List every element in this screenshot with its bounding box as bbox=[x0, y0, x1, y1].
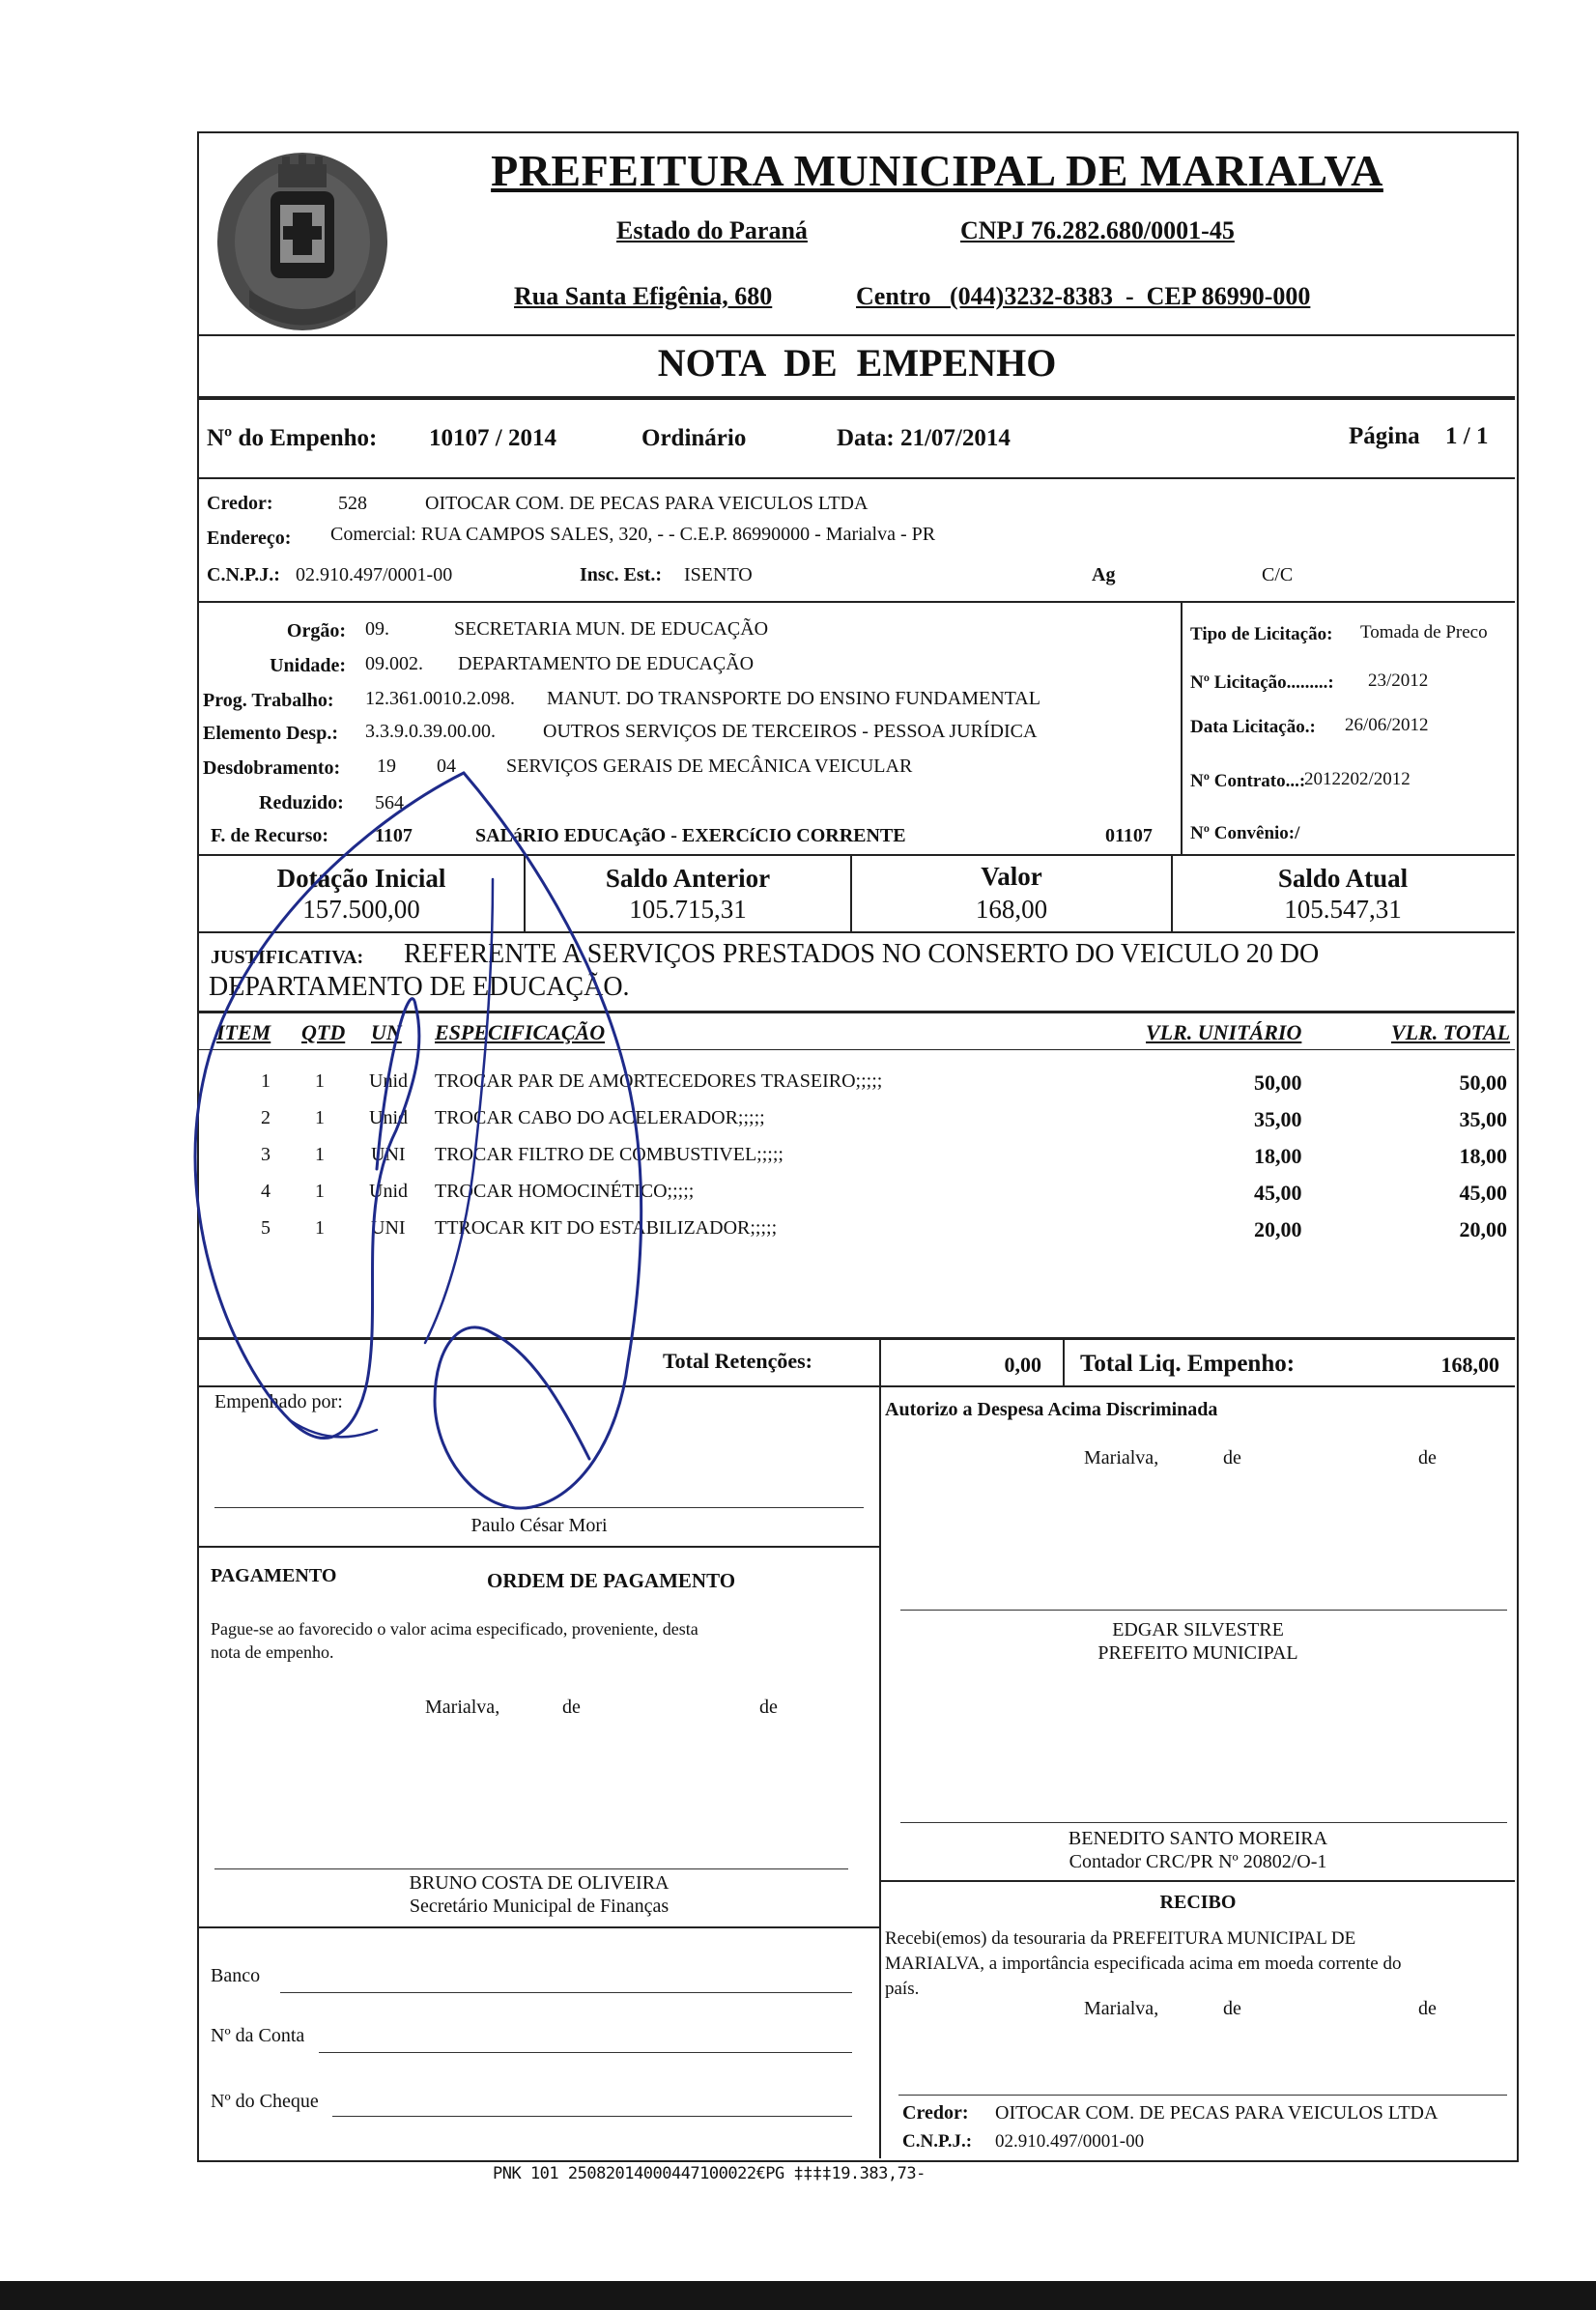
prog-label: Prog. Trabalho: bbox=[203, 690, 334, 711]
col-qtd: QTD bbox=[301, 1020, 346, 1044]
insc-label: Insc. Est.: bbox=[580, 564, 663, 585]
recurso-number: 01107 bbox=[1105, 825, 1153, 846]
item-qtd: 1 bbox=[315, 1070, 325, 1092]
saldo-atual-value: 105.547,31 bbox=[1284, 895, 1402, 924]
footer-code: PNK 101 25082014000447100022€PG ‡‡‡‡19.383,73- bbox=[493, 2164, 926, 2183]
pagamento-text-1: Pague-se ao favorecido o valor acima especificado, proveniente, desta bbox=[211, 1619, 698, 1639]
item-qtd: 1 bbox=[315, 1144, 325, 1165]
contrato-label: Nº Contrato...: bbox=[1190, 771, 1306, 791]
endereco-label: Endereço: bbox=[207, 528, 292, 549]
pagamento-place: Marialva, bbox=[425, 1697, 500, 1718]
dotacao-inicial-label: Dotação Inicial bbox=[276, 864, 446, 893]
org-name: PREFEITURA MUNICIPAL DE MARIALVA bbox=[491, 146, 1383, 195]
item-spec: TTROCAR KIT DO ESTABILIZADOR;;;;; bbox=[435, 1217, 778, 1239]
credor-address: Comercial: RUA CAMPOS SALES, 320, - - C.E.P. 86990000 - Marialva - PR bbox=[330, 524, 936, 545]
tipo-licitacao: Tomada de Preco bbox=[1360, 622, 1488, 642]
pagamento-de2: de bbox=[759, 1697, 778, 1718]
tipo-licitacao-label: Tipo de Licitação: bbox=[1190, 624, 1333, 644]
empenho-number-label: Nº do Empenho: bbox=[207, 425, 378, 451]
empenho-number: 10107 / 2014 bbox=[429, 425, 556, 451]
page-number: 1 / 1 bbox=[1445, 423, 1489, 449]
recibo-line-2: MARIALVA, a importância especificada acima em moeda corrente do bbox=[885, 1954, 1402, 1974]
cnpj-label: C.N.P.J.: bbox=[207, 564, 280, 585]
empenhado-signer: Paulo César Mori bbox=[470, 1515, 608, 1536]
licitacao-number-label: Nº Licitação.........: bbox=[1190, 672, 1334, 693]
saldo-anterior-label: Saldo Anterior bbox=[605, 864, 771, 893]
org-address: Rua Santa Efigênia, 680 bbox=[514, 282, 773, 310]
reduzido-value: 564 bbox=[375, 792, 404, 813]
liquido-label: Total Liq. Empenho: bbox=[1080, 1351, 1296, 1377]
recibo-place: Marialva, bbox=[1084, 1998, 1159, 2019]
elemento-label: Elemento Desp.: bbox=[203, 723, 338, 744]
item-unit-value: 20,00 bbox=[1254, 1217, 1302, 1241]
item-total-value: 45,00 bbox=[1459, 1181, 1507, 1205]
justificativa-label: JUSTIFICATIVA: bbox=[211, 947, 364, 968]
autorizo-signer-name: EDGAR SILVESTRE bbox=[1112, 1619, 1284, 1640]
col-item: ITEM bbox=[216, 1020, 271, 1044]
justificativa-line2: DEPARTAMENTO DE EDUCAÇÃO. bbox=[209, 972, 630, 1002]
recibo-cnpj-label: C.N.P.J.: bbox=[902, 2131, 973, 2152]
cheque-label: Nº do Cheque bbox=[211, 2091, 319, 2112]
handwritten-signature bbox=[174, 763, 715, 1536]
cc-label: C/C bbox=[1262, 564, 1294, 585]
state-label: Estado do Paraná bbox=[616, 216, 808, 244]
col-un: UN bbox=[371, 1020, 402, 1044]
prog-desc: MANUT. DO TRANSPORTE DO ENSINO FUNDAMENTAL bbox=[547, 688, 1040, 709]
recurso-label: F. de Recurso: bbox=[211, 825, 329, 846]
item-number: 4 bbox=[261, 1181, 271, 1202]
contador-role: Contador CRC/PR Nº 20802/O-1 bbox=[1069, 1851, 1327, 1872]
pagamento-signer-name: BRUNO COSTA DE OLIVEIRA bbox=[409, 1872, 670, 1894]
recibo-de2: de bbox=[1418, 1998, 1437, 2019]
item-number: 5 bbox=[261, 1217, 271, 1239]
item-un: Unid bbox=[369, 1070, 408, 1092]
pagamento-signer-role: Secretário Municipal de Finanças bbox=[409, 1896, 670, 1917]
insc-value: ISENTO bbox=[684, 564, 753, 585]
item-spec: TROCAR HOMOCINÉTICO;;;;; bbox=[435, 1181, 695, 1202]
col-total-value: VLR. TOTAL bbox=[1391, 1020, 1511, 1044]
pagamento-label: PAGAMENTO bbox=[211, 1565, 337, 1586]
item-total-value: 35,00 bbox=[1459, 1107, 1507, 1131]
recibo-title: RECIBO bbox=[1159, 1892, 1237, 1913]
empenho-type: Ordinário bbox=[641, 425, 747, 451]
item-number: 1 bbox=[261, 1070, 271, 1092]
valor-value: 168,00 bbox=[975, 895, 1048, 924]
recurso-desc: SALáRIO EDUCAçãO - EXERCíCIO CORRENTE bbox=[475, 825, 906, 846]
unidade-label: Unidade: bbox=[270, 655, 346, 676]
contador-name: BENEDITO SANTO MOREIRA bbox=[1068, 1828, 1328, 1849]
licitacao-date: 26/06/2012 bbox=[1345, 715, 1429, 735]
desdobramento-code: 19 bbox=[377, 756, 396, 777]
org-cnpj: CNPJ 76.282.680/0001-45 bbox=[960, 216, 1235, 244]
recibo-line-3: país. bbox=[885, 1979, 920, 1999]
liquido-value: 168,00 bbox=[1440, 1353, 1499, 1377]
unidade-code: 09.002. bbox=[365, 653, 423, 674]
item-qtd: 1 bbox=[315, 1217, 325, 1239]
pagamento-de1: de bbox=[562, 1697, 581, 1718]
reduzido-label: Reduzido: bbox=[259, 792, 344, 813]
licitacao-number: 23/2012 bbox=[1368, 670, 1429, 691]
credor-label: Credor: bbox=[207, 493, 273, 514]
unidade-desc: DEPARTAMENTO DE EDUCAÇÃO bbox=[458, 653, 755, 674]
credor-code: 528 bbox=[338, 493, 367, 514]
item-total-value: 50,00 bbox=[1459, 1070, 1507, 1095]
autorizo-place: Marialva, bbox=[1084, 1447, 1159, 1469]
org-contact: Centro (044)3232-8383 - CEP 86990-000 bbox=[856, 282, 1311, 310]
justificativa-line1: REFERENTE A SERVIÇOS PRESTADOS NO CONSERTO DO VEICULO 20 DO bbox=[404, 939, 1320, 969]
valor-label: Valor bbox=[981, 862, 1042, 891]
autorizo-text: Autorizo a Despesa Acima Discriminada bbox=[885, 1399, 1218, 1420]
item-qtd: 1 bbox=[315, 1107, 325, 1128]
item-spec: TROCAR PAR DE AMORTECEDORES TRASEIRO;;;;; bbox=[435, 1070, 883, 1092]
col-spec: ESPECIFICAÇÃO bbox=[435, 1020, 606, 1044]
item-total-value: 20,00 bbox=[1459, 1217, 1507, 1241]
scan-bottom-edge bbox=[0, 2281, 1596, 2310]
recibo-credor: OITOCAR COM. DE PECAS PARA VEICULOS LTDA bbox=[995, 2102, 1439, 2124]
credor-cnpj: 02.910.497/0001-00 bbox=[296, 564, 453, 585]
conta-label: Nº da Conta bbox=[211, 2025, 305, 2046]
col-unit-value: VLR. UNITÁRIO bbox=[1146, 1020, 1302, 1044]
page-label: Página bbox=[1349, 423, 1420, 449]
convenio-label: Nº Convênio:/ bbox=[1190, 823, 1300, 843]
orgao-desc: SECRETARIA MUN. DE EDUCAÇÃO bbox=[454, 618, 769, 640]
item-un: UNI bbox=[371, 1217, 406, 1239]
ordem-pagamento-label: ORDEM DE PAGAMENTO bbox=[487, 1569, 736, 1592]
banco-label: Banco bbox=[211, 1965, 261, 1986]
autorizo-de1: de bbox=[1223, 1447, 1241, 1469]
recibo-cnpj: 02.910.497/0001-00 bbox=[995, 2131, 1145, 2152]
contrato-number: 2012202/2012 bbox=[1304, 769, 1411, 789]
item-number: 2 bbox=[261, 1107, 271, 1128]
ag-label: Ag bbox=[1092, 564, 1116, 585]
prog-code: 12.361.0010.2.098. bbox=[365, 688, 515, 709]
item-number: 3 bbox=[261, 1144, 271, 1165]
item-qtd: 1 bbox=[315, 1181, 325, 1202]
item-unit-value: 18,00 bbox=[1254, 1144, 1302, 1168]
elemento-code: 3.3.9.0.39.00.00. bbox=[365, 721, 496, 742]
item-spec: TROCAR CABO DO ACELERADOR;;;;; bbox=[435, 1107, 765, 1128]
item-un: UNI bbox=[371, 1144, 406, 1165]
pagamento-text-2: nota de empenho. bbox=[211, 1642, 334, 1662]
recibo-line-1: Recebi(emos) da tesouraria da PREFEITURA MUNICIPAL DE bbox=[885, 1928, 1356, 1949]
item-un: Unid bbox=[369, 1181, 408, 1202]
licitacao-date-label: Data Licitação.: bbox=[1190, 717, 1316, 737]
item-total-value: 18,00 bbox=[1459, 1144, 1507, 1168]
retencoes-value: 0,00 bbox=[1004, 1353, 1041, 1377]
empenhado-label: Empenhado por: bbox=[214, 1391, 343, 1412]
recibo-de1: de bbox=[1223, 1998, 1241, 2019]
orgao-code: 09. bbox=[365, 618, 389, 640]
credor-name: OITOCAR COM. DE PECAS PARA VEICULOS LTDA bbox=[425, 493, 869, 514]
desdobramento-label: Desdobramento: bbox=[203, 757, 341, 779]
item-un: Unid bbox=[369, 1107, 408, 1128]
elemento-desc: OUTROS SERVIÇOS DE TERCEIROS - PESSOA JURÍDICA bbox=[543, 721, 1038, 742]
item-unit-value: 35,00 bbox=[1254, 1107, 1302, 1131]
saldo-anterior-value: 105.715,31 bbox=[629, 895, 747, 924]
item-unit-value: 50,00 bbox=[1254, 1070, 1302, 1095]
saldo-atual-label: Saldo Atual bbox=[1277, 864, 1409, 893]
orgao-label: Orgão: bbox=[286, 620, 346, 642]
recibo-credor-label: Credor: bbox=[902, 2102, 969, 2124]
autorizo-de2: de bbox=[1418, 1447, 1437, 1469]
empenho-date: Data: 21/07/2014 bbox=[837, 425, 1011, 451]
item-unit-value: 45,00 bbox=[1254, 1181, 1302, 1205]
item-spec: TROCAR FILTRO DE COMBUSTIVEL;;;;; bbox=[435, 1144, 784, 1165]
retencoes-label: Total Retenções: bbox=[663, 1349, 812, 1373]
autorizo-signer-role: PREFEITO MUNICIPAL bbox=[1097, 1642, 1298, 1664]
recurso-code: 1107 bbox=[375, 825, 413, 846]
desdobramento-desc: SERVIÇOS GERAIS DE MECÂNICA VEICULAR bbox=[506, 756, 913, 777]
desdobramento-sub: 04 bbox=[437, 756, 456, 777]
dotacao-inicial-value: 157.500,00 bbox=[302, 895, 420, 924]
doc-title: NOTA DE EMPENHO bbox=[657, 341, 1057, 385]
